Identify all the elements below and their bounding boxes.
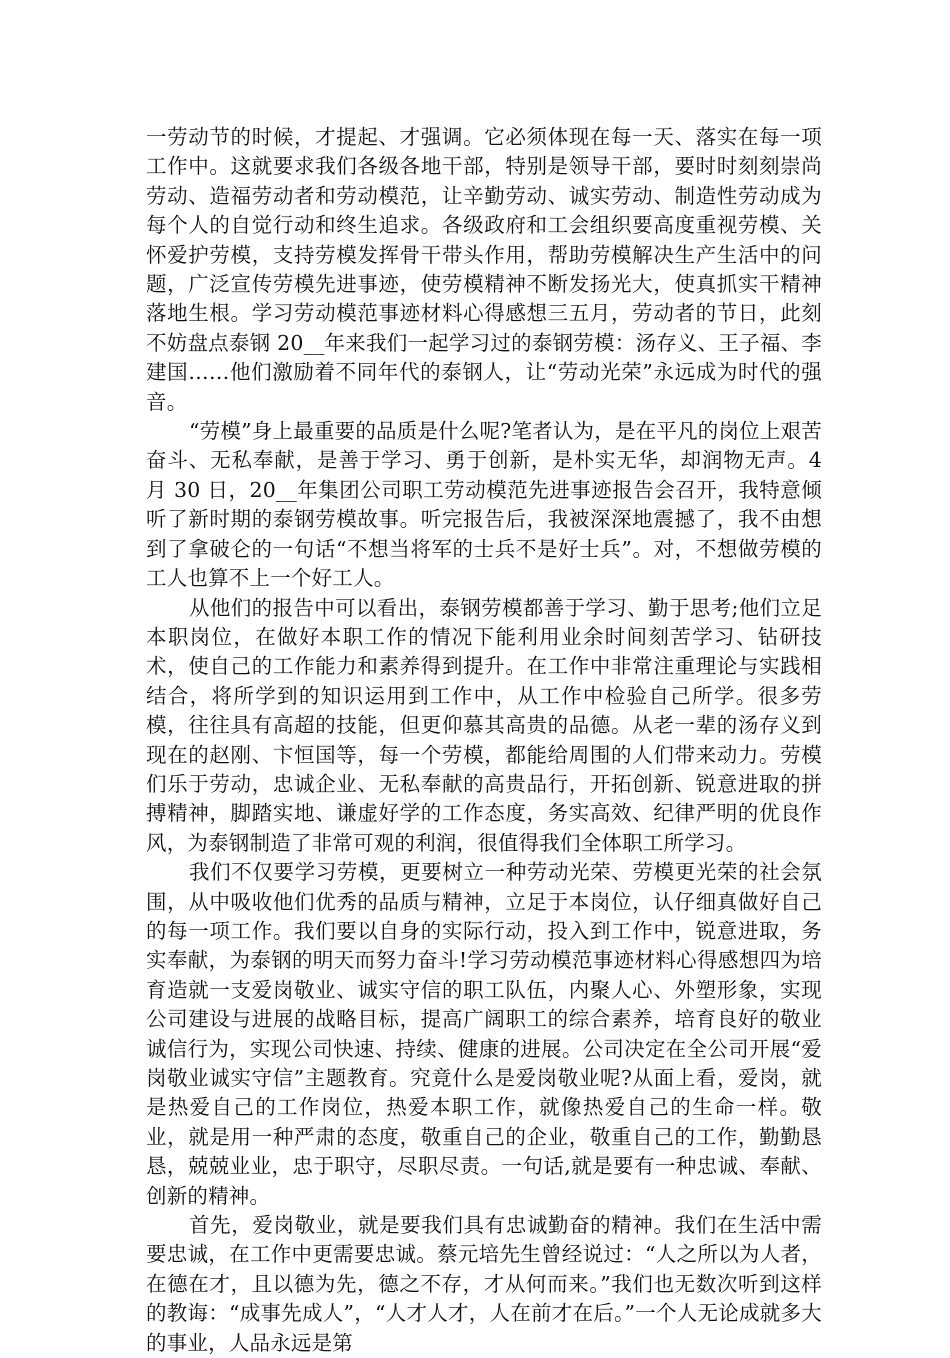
paragraph: 首先，爱岗敬业，就是要我们具有忠诚勤奋的精神。我们在生活中需要忠诚，在工作中更需要忠诚。蔡元培先生曾经说过：“人之所以为人者，在德在才，且以德为先，德之不存，才从何而来。”我们也无数次听到这样的教诲：“成事先成人”，“人才人才，人在前才在后。”一个人无论成就多大的事业，人品永远是第 <box>146 1213 822 1355</box>
paragraph: 一劳动节的时候，才提起、才强调。它必须体现在每一天、落实在每一项工作中。这就要求我们各级各地干部，特别是领导干部，要时时刻刻崇尚劳动、造福劳动者和劳动模范，让辛勤劳动、诚实劳动、制造性劳动成为每个人的自觉行动和终生追求。各级政府和工会组织要高度重视劳模、关怀爱护劳模，支持劳模发挥骨干带头作用，帮助劳模解决生产生活中的问题，广泛宣传劳模先进事迹，使劳模精神不断发扬光大，使真抓实干精神落地生根。学习劳动模范事迹材料心得感想三五月，劳动者的节日，此刻不妨盘点泰钢 20__年来我们一起学习过的泰钢劳模：汤存义、王子福、李建国……他们激励着不同年代的泰钢人，让“劳动光荣”永远成为时代的强音。 <box>146 125 822 414</box>
paragraph: 我们不仅要学习劳模，更要树立一种劳动光荣、劳模更光荣的社会氛围，从中吸收他们优秀的品质与精神，立足于本岗位，认仔细真做好自己的每一项工作。我们要以自身的实际行动，投入到工作中，锐意进取，务实奉献，为泰钢的明天而努力奋斗!学习劳动模范事迹材料心得感想四为培育造就一支爱岗敬业、诚实守信的职工队伍，内聚人心、外塑形象，实现公司建设与进展的战略目标，提高广阔职工的综合素养，培育良好的敬业诚信行为，实现公司快速、持续、健康的进展。公司决定在全公司开展“爱岗敬业诚实守信”主题教育。究竟什么是爱岗敬业呢?从面上看，爱岗，就是热爱自己的工作岗位，热爱本职工作，就像热爱自己的生命一样。敬业，就是用一种严肃的态度，敬重自己的企业，敬重自己的工作，勤勤恳恳，兢兢业业，忠于职守，尽职尽责。一句话,就是要有一种忠诚、奉献、创新的精神。 <box>146 860 822 1208</box>
document-body <box>146 123 822 1358</box>
paragraph: “劳模”身上最重要的品质是什么呢?笔者认为，是在平凡的岗位上艰苦奋斗、无私奉献，是善于学习、勇于创新，是朴实无华，却润物无声。4 月 30 日，20__年集团公司职工劳动模范先进事迹报告会召开，我特意倾听了新时期的泰钢劳模故事。听完报告后，我被深深地震撼了，我不由想到了拿破仑的一句话“不想当将军的士兵不是好士兵”。对，不想做劳模的工人也算不上一个好工人。 <box>146 419 822 591</box>
paragraph: 从他们的报告中可以看出，泰钢劳模都善于学习、勤于思考;他们立足本职岗位，在做好本职工作的情况下能利用业余时间刻苦学习、钻研技术，使自己的工作能力和素养得到提升。在工作中非常注重理论与实践相结合，将所学到的知识运用到工作中，从工作中检验自己所学。很多劳模，往往具有高超的技能，但更仰慕其高贵的品德。从老一辈的汤存义到现在的赵刚、卞恒国等，每一个劳模，都能给周围的人们带来动力。劳模们乐于劳动，忠诚企业、无私奉献的高贵品行，开拓创新、锐意进取的拼搏精神，脚踏实地、谦虚好学的工作态度，务实高效、纪律严明的优良作风，为泰钢制造了非常可观的利润，很值得我们全体职工所学习。 <box>146 595 822 855</box>
